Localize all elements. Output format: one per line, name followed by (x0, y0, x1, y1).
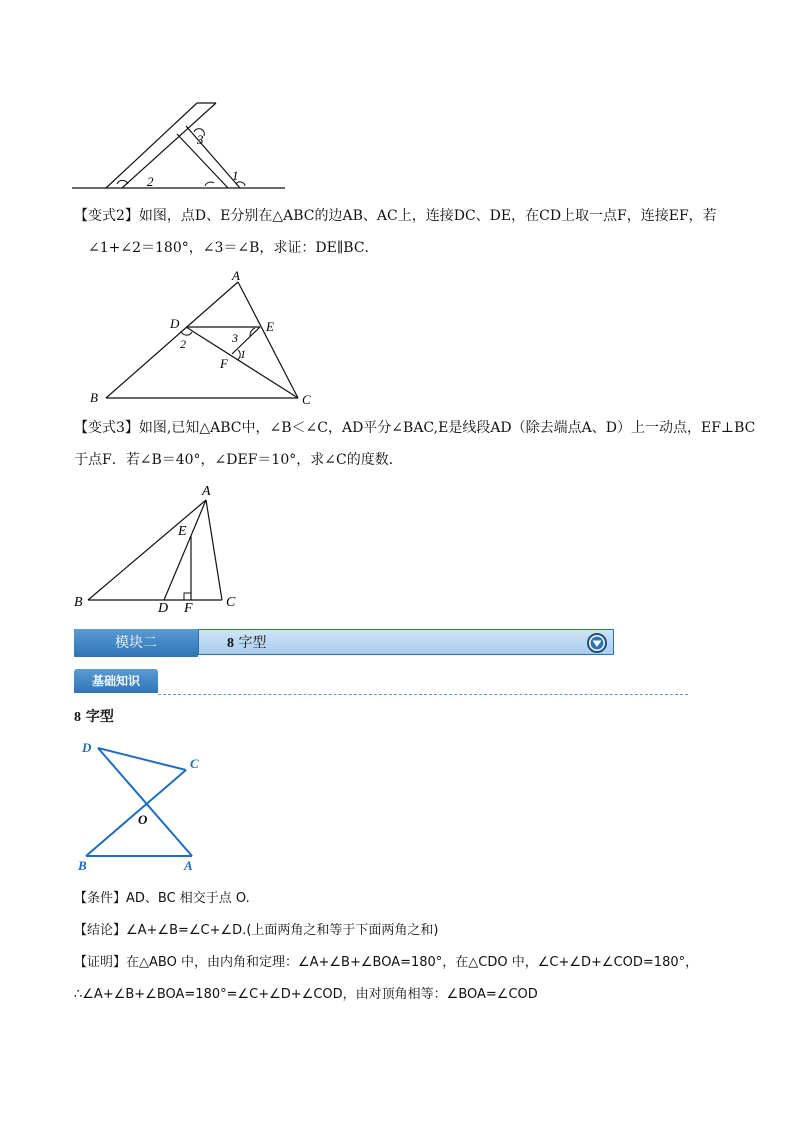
heading-text: 字型 (85, 709, 114, 725)
fig2-label-2: 2 (180, 337, 186, 351)
fig3-label-a: A (202, 484, 211, 499)
variant2-line1 (74, 206, 717, 226)
proof-line-1: 【证明】在△ABO 中，由内角和定理：∠A+∠B+∠BOA=180°，在△CDO 中，∠C+∠D+∠COD=180°， (74, 955, 699, 970)
module-title: 字型 (238, 635, 267, 651)
module-label: 模块二 (74, 629, 198, 657)
fig2-label-f: F (220, 356, 228, 371)
fig2-label-1: 1 (240, 347, 246, 361)
fig1-label-1: 1 (232, 168, 239, 183)
fig3-label-f: F (184, 601, 193, 614)
fig2-label-a: A (232, 268, 240, 283)
chevron-down-icon[interactable] (587, 633, 607, 653)
figure-triangle-def (86, 266, 326, 412)
variant2-tag: 【变式2】 (74, 208, 139, 224)
variant3-line2: 于点F．若∠B＝40°，∠DEF＝10°，求∠C的度数． (74, 452, 403, 468)
subsection-heading (74, 707, 114, 728)
module-banner (74, 629, 614, 657)
conclusion-line: 【结论】∠A+∠B=∠C+∠D.(上面两角之和等于下面两角之和) (74, 923, 439, 938)
variant3-text1: 如图,已知△ABC中，∠B＜∠C，AD平分∠BAC,E是线段AD（除去端点A、D）上一动点，EF⊥BC (138, 420, 756, 436)
fig2-label-e: E (266, 319, 274, 334)
fig4-label-c: C (190, 756, 199, 771)
heading-number: 8 (74, 710, 81, 725)
figure-triangle-bisector (70, 480, 250, 614)
variant3-tag: 【变式3】 (74, 420, 139, 436)
section-divider (158, 694, 688, 695)
variant2-line2: ∠1+∠2＝180°，∠3＝∠B，求证：DE∥BC． (88, 240, 379, 256)
fig2-label-b: B (90, 390, 98, 405)
proof-line-2: ∴∠A+∠B+∠BOA=180°=∠C+∠D+∠COD，由对顶角相等：∠BOA=∠COD (74, 987, 538, 1002)
fig3-label-c: C (226, 595, 236, 610)
fig4-label-b: B (78, 858, 87, 873)
fig1-label-2: 2 (147, 174, 154, 189)
figure-eight-shape (72, 736, 212, 874)
variant2-text1: 如图，点D、E分别在△ABC的边AB、AC上，连接DC、DE，在CD上取一点F，连接EF，若 (138, 208, 717, 224)
module-title-number: 8 (227, 636, 234, 651)
fig2-label-d: D (170, 316, 180, 331)
condition-line: 【条件】AD、BC 相交于点 O. (74, 891, 250, 906)
fig3-label-b: B (74, 595, 83, 610)
fig4-label-a: A (184, 858, 193, 873)
module-title-bar (198, 629, 614, 655)
fig3-label-d: D (158, 601, 169, 614)
variant3-line1 (74, 418, 755, 438)
fig4-label-o: O (138, 812, 148, 827)
fig3-label-e: E (178, 524, 187, 539)
fig1-label-3: 3 (197, 132, 204, 147)
fig2-label-c: C (302, 392, 311, 407)
figure-ladder (70, 100, 290, 192)
fig4-label-d: D (82, 740, 92, 755)
section-tag-basics: 基础知识 (74, 669, 158, 693)
fig2-label-3: 3 (232, 331, 238, 345)
